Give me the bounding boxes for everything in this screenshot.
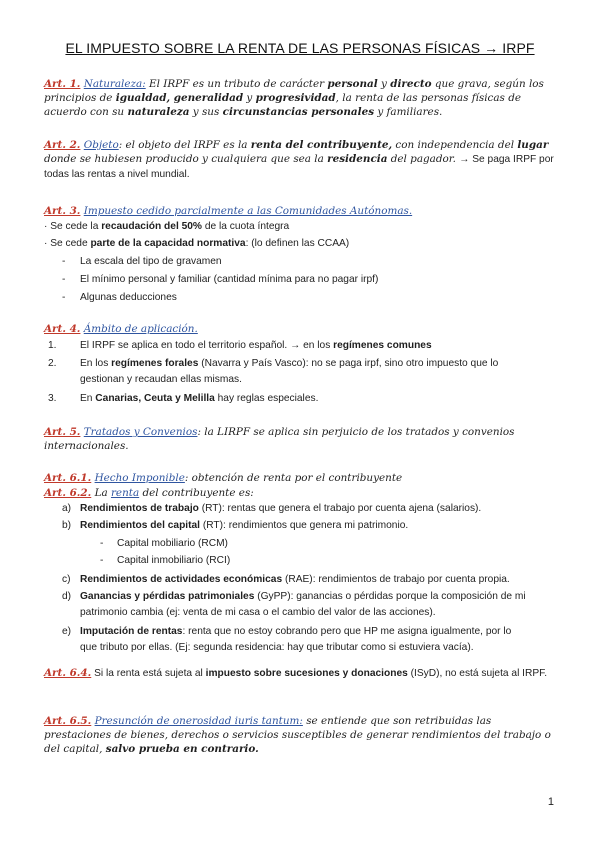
- article-topic: Impuesto cedido parcialmente a las Comunidades Autónomas.: [83, 205, 413, 217]
- list-item-continuation: gestionan y recaudan ellas mismas.: [80, 374, 242, 385]
- article-4-heading: [44, 322, 556, 336]
- list-item: -: [62, 256, 66, 267]
- list-item: Imputación de rentas: renta que no estoy cobrando pero que HP me asigna igualmente, por lo: [80, 626, 512, 637]
- article-topic: Presunción de onerosidad iuris tantum:: [94, 715, 303, 727]
- list-item-text: El mínimo personal y familiar (cantidad mínima para no pagar irpf): [80, 274, 379, 285]
- list-item: -: [62, 274, 66, 285]
- article-3-heading: [44, 204, 556, 218]
- list-letter: b): [62, 520, 72, 531]
- article-topic: renta: [110, 487, 140, 499]
- list-item: · Se cede la recaudación del 50% de la cuota íntegra: [44, 221, 290, 232]
- article-label: Art. 6.2.: [44, 487, 92, 499]
- article-topic: Objeto: [83, 139, 119, 151]
- list-item: · Se cede parte de la capacidad normativa: (lo definen las CCAA): [44, 238, 350, 249]
- page-title: EL IMPUESTO SOBRE LA RENTA DE LAS PERSONAS FÍSICAS → IRPF: [65, 40, 535, 56]
- sub-list-item-text: Capital inmobiliario (RCI): [117, 555, 231, 566]
- list-number: 1.: [48, 340, 57, 351]
- sub-list-item: -: [100, 555, 104, 566]
- list-item-text: Algunas deducciones: [80, 292, 177, 303]
- page-number: 1: [547, 796, 554, 808]
- list-item: El IRPF se aplica en todo el territorio español. → en los regímenes comunes: [80, 340, 432, 351]
- article-topic: Tratados y Convenios: [83, 426, 198, 438]
- list-item: En los regímenes forales (Navarra y País Vasco): no se paga irpf, sino otro impuesto que lo: [80, 358, 499, 369]
- article-6-1: Art. 6.1. Hecho Imponible: obtención de renta por el contribuyente: [44, 472, 403, 484]
- article-label: Art. 5.: [44, 426, 81, 438]
- list-item: Rendimientos de actividades económicas (RAE): rendimientos de trabajo por cuenta propia.: [80, 574, 510, 585]
- list-item: -: [62, 292, 66, 303]
- list-number: 2.: [48, 358, 57, 369]
- article-label: Art. 6.1.: [44, 472, 92, 484]
- article-topic: Hecho Imponible: [94, 472, 185, 484]
- list-letter: e): [62, 626, 72, 637]
- article-label: Art. 4.: [44, 323, 81, 335]
- list-item: En Canarias, Ceuta y Melilla hay reglas especiales.: [80, 393, 319, 404]
- sub-list-item: -: [100, 538, 104, 549]
- sub-list-item-text: Capital mobiliario (RCM): [117, 538, 228, 549]
- article-label: Art. 2.: [44, 139, 81, 151]
- article-label: Art. 3.: [44, 205, 81, 217]
- article-topic: Naturaleza:: [83, 78, 146, 90]
- list-item-continuation: que tributo por ellas. (Ej: segunda residencia: hay que tributar como si estuviera vacía).: [80, 642, 474, 653]
- article-5: Art. 5. Tratados y Convenios: la LIRPF se aplica sin perjuicio de los tratados y convenios internacionales.: [44, 426, 515, 452]
- article-topic: Ámbito de aplicación.: [83, 323, 198, 335]
- list-letter: d): [62, 591, 72, 602]
- list-item: Rendimientos de trabajo (RT): rentas que genera el trabajo por cuenta ajena (salarios).: [80, 503, 482, 514]
- list-letter: c): [62, 574, 71, 585]
- list-item-text: La escala del tipo de gravamen: [80, 256, 222, 267]
- list-item: Rendimientos del capital (RT): rendimientos que genera mi patrimonio.: [80, 520, 409, 531]
- article-label: Art. 6.4.: [44, 667, 92, 679]
- article-6-5: Art. 6.5. Presunción de onerosidad iuris tantum: se entiende que son retribuidas las prestaciones de bienes, derechos o servicios susceptibles de generar rendimientos del trabajo o del capital, salvo prueba en contrario.: [44, 715, 551, 755]
- list-item: Ganancias y pérdidas patrimoniales (GyPP): ganancias o pérdidas porque la composición de mi: [80, 591, 526, 602]
- article-6-2-heading: Art. 6.2. La renta del contribuyente es:: [44, 487, 254, 499]
- list-letter: a): [62, 503, 72, 514]
- list-number: 3.: [48, 393, 57, 404]
- article-label: Art. 1.: [44, 78, 81, 90]
- article-2: Art. 2. Objeto: el objeto del IRPF es la renta del contribuyente, con independencia del lugar donde se hubiesen producido y cualquiera que sea la residencia del pagador. → Se paga IRPF por todas las rentas a nivel mundial.: [44, 139, 554, 180]
- article-label: Art. 6.5.: [44, 715, 92, 727]
- list-item-continuation: patrimonio cambia (ej: venta de mi casa o el cambio del valor de las acciones).: [80, 607, 436, 618]
- article-6-4: Art. 6.4. Si la renta está sujeta al impuesto sobre sucesiones y donaciones (ISyD), no está sujeta al IRPF.: [44, 667, 548, 679]
- article-1: Art. 1. Naturaleza: El IRPF es un tributo de carácter personal y directo que grava, según los principios de igualdad, generalidad y progresividad, la renta de las personas físicas de acuerdo con su naturaleza y sus circunstancias personales y familiares.: [44, 78, 544, 118]
